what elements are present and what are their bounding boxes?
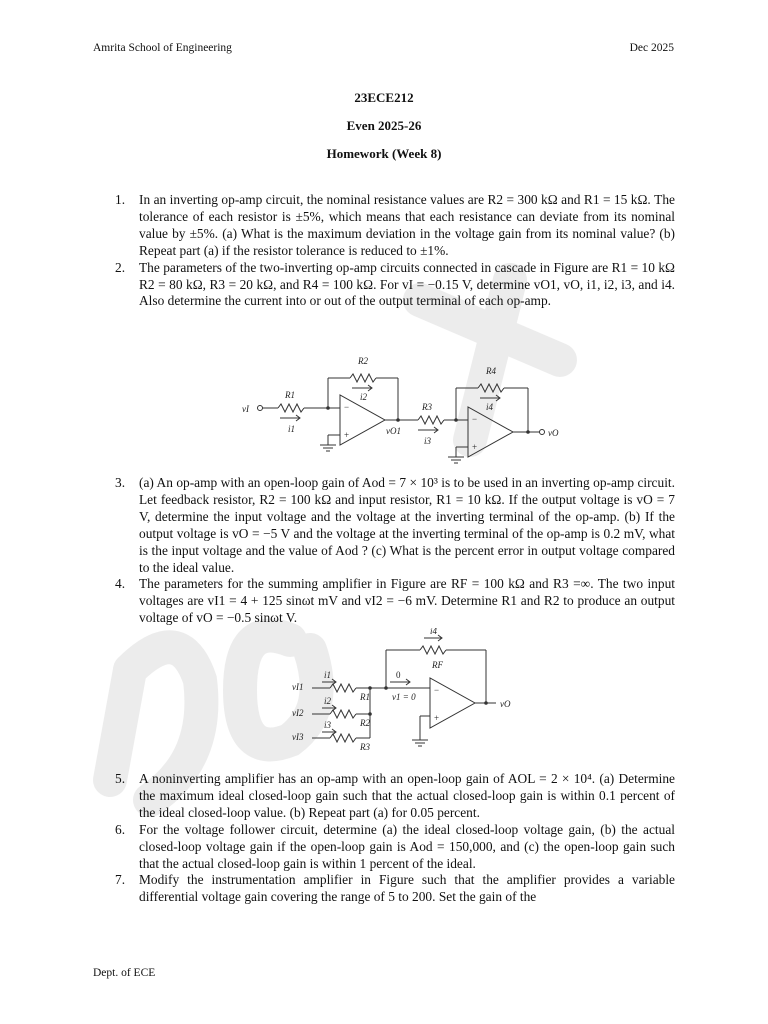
- question-1: [115, 192, 675, 260]
- opamp-minus: −: [434, 685, 440, 695]
- label-v1-zero: v1 = 0: [392, 692, 416, 702]
- label-rf: RF: [432, 660, 443, 670]
- opamp-2-minus: −: [472, 414, 478, 424]
- question-text: The parameters for the summing amplifier in Figure are RF = 100 kΩ and R3 =∞. The two input voltages are vI1 = 4 + 125 sinωt mV and vI2 = −6 mV. Determine R1 and R2 to produce an output voltage of vO = −0.5 sinωt V.: [139, 576, 675, 626]
- question-number: 5.: [115, 771, 126, 786]
- question-number: 6.: [115, 821, 126, 837]
- label-r4: R4: [486, 366, 496, 376]
- label-i2: i2: [360, 392, 368, 402]
- resistor-r4: [478, 384, 504, 392]
- output-terminal: [540, 430, 545, 435]
- label-vi3: vI3: [292, 732, 304, 742]
- questions-group-1: [115, 192, 675, 310]
- resistor-r1: [278, 404, 304, 412]
- question-5: [115, 771, 675, 822]
- opamp-1-minus: −: [344, 402, 350, 412]
- label-i2: i2: [324, 696, 332, 706]
- question-number: 4.: [115, 576, 126, 592]
- label-zero-current: 0: [396, 670, 401, 680]
- label-vo: vO: [500, 699, 511, 709]
- figure-cascade-inverting-amplifiers: [240, 350, 580, 468]
- label-vo1: vO1: [386, 426, 401, 436]
- label-r1: R1: [360, 692, 370, 702]
- questions-group-2: [115, 475, 675, 627]
- question-text: The parameters of the two-inverting op-amp circuits connected in cascade in Figure are R1 = 10 kΩ R2 = 80 kΩ, R3 = 20 kΩ, and R4 = 100 kΩ. For vI = −0.15 V, determine vO1, vO, i1, i2, i3, and i4. Also determine the current into or out of the output terminal of each op-amp.: [139, 259, 675, 309]
- label-r2: R2: [360, 718, 370, 728]
- question-text: (a) An op-amp with an open-loop gain of Aod = 7 × 10³ is to be used in an inverting op-amp circuit. Let feedback resistor, R2 = 100 kΩ and input resistor, R1 = 10 kΩ. If the output voltage is vO = 7 V, determine the input voltage and the voltage at the inverting terminal of the op-amp. (b) If the output voltage is vO = −5 V and the voltage at the inverting terminal of the op-amp is 0.2 mV, what is the input voltage and the value of Aod ? (c) What is the percent error in output voltage compared to the ideal value.: [139, 475, 675, 575]
- resistor-r2: [330, 710, 356, 718]
- questions-group-3: [115, 771, 675, 906]
- question-number: 3.: [115, 475, 126, 490]
- resistor-r3: [418, 416, 444, 424]
- label-i4: i4: [430, 628, 438, 636]
- label-r1: R1: [285, 390, 295, 400]
- homework-title: Homework (Week 8): [326, 146, 442, 161]
- opamp-1-plus: +: [344, 430, 350, 440]
- question-number: 7.: [115, 872, 126, 888]
- question-7: [115, 872, 675, 906]
- label-r3: R3: [360, 742, 370, 752]
- figure-summing-amplifier: [290, 628, 520, 753]
- label-i1: i1: [288, 424, 296, 434]
- semester-title: Even 2025-26: [346, 118, 422, 133]
- resistor-r2: [350, 374, 376, 382]
- question-text: Modify the instrumentation amplifier in Figure such that the amplifier provides a variable differential voltage gain covering the range of 5 to 200. Set the gain of the: [139, 872, 675, 905]
- opamp-plus: +: [434, 713, 440, 723]
- course-code: 23ECE212: [354, 90, 414, 105]
- input-terminal: [258, 406, 263, 411]
- label-i3: i3: [324, 720, 332, 730]
- label-vo: vO: [548, 428, 559, 438]
- question-2: [115, 260, 675, 311]
- header-date: Dec 2025: [629, 42, 674, 54]
- question-text: In an inverting op-amp circuit, the nominal resistance values are R2 = 300 kΩ and R1 = 15 kΩ. The tolerance of each resistor is ±5%, which means that each resistance can deviate from its nominal value by ±5%. (a) What is the maximum deviation in the voltage gain from its nominal value? (b) Repeat part (a) if the resistor tolerance is reduced to ±1%.: [139, 192, 675, 258]
- label-r2: R2: [358, 356, 368, 366]
- question-4: [115, 576, 675, 627]
- footer-dept: Dept. of ECE: [93, 967, 156, 979]
- question-number: 2.: [115, 259, 126, 275]
- resistor-r1: [330, 684, 356, 692]
- opamp-2-plus: +: [472, 442, 478, 452]
- resistor-r3: [330, 734, 356, 742]
- label-i4: i4: [486, 402, 494, 412]
- label-vi2: vI2: [292, 708, 304, 718]
- question-3: [115, 475, 675, 576]
- question-6: [115, 822, 675, 873]
- question-text: A noninverting amplifier has an op-amp with an open-loop gain of AOL = 2 × 10⁴. (a) Determine the maximum ideal closed-loop gain such that the actual closed-loop gain is within 0.1 percent of the ideal closed-loop value. (b) Repeat part (a) for 0.05 percent.: [139, 771, 675, 820]
- question-text: For the voltage follower circuit, determine (a) the ideal closed-loop voltage gain, (b) the actual closed-loop voltage gain if the open-loop gain is Aod = 150,000, and (c) the open-loop gain such that the actual closed-loop gain is within 1 percent of the ideal.: [139, 821, 675, 871]
- resistor-rf: [420, 646, 446, 654]
- header-institution: Amrita School of Engineering: [93, 42, 232, 54]
- label-i3: i3: [424, 436, 432, 446]
- label-i1: i1: [324, 670, 332, 680]
- label-r3: R3: [422, 402, 432, 412]
- label-vi1: vI1: [292, 682, 304, 692]
- question-number: 1.: [115, 192, 126, 207]
- label-vi: vI: [242, 404, 249, 414]
